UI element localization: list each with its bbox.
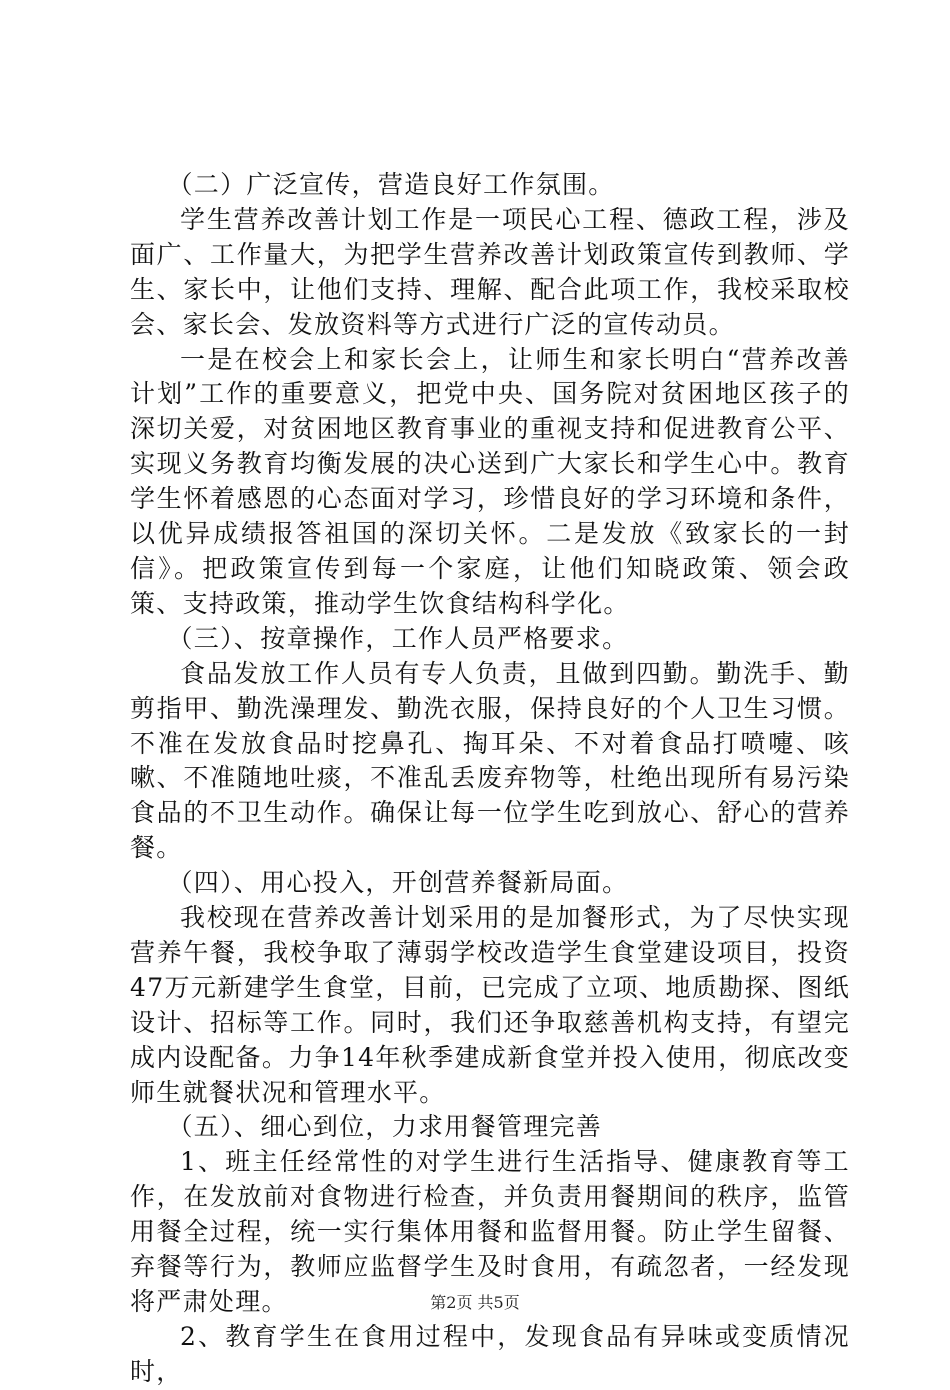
document-body	[130, 168, 850, 1390]
page-number-footer: 第2页 共5页	[430, 1293, 520, 1312]
paragraph-staff-hygiene: 食品发放工作人员有专人负责，且做到四勤。勤洗手、勤剪指甲、勤洗澡理发、勤洗衣服，保持良好的个人卫生习惯。不准在发放食品时挖鼻孔、掏耳朵、不对着食品打喷嚏、咳嗽、不准随地吐痰，不准乱丢废弃物等，杜绝出现所有易污染食品的不卫生动作。确保让每一位学生吃到放心、舒心的营养餐。	[130, 658, 850, 863]
paragraph-food-inspection: 2、教育学生在食用过程中，发现食品有异味或变质情况时，	[130, 1321, 850, 1386]
paragraph-publicity-intro: 学生营养改善计划工作是一项民心工程、德政工程，涉及面广、工作量大，为把学生营养改善计划政策宣传到教师、学生、家长中，让他们支持、理解、配合此项工作，我校采取校会、家长会、发放资料等方式进行广泛的宣传动员。	[130, 204, 850, 339]
section-heading-2: （二）广泛宣传，营造良好工作氛围。	[167, 170, 615, 199]
section-heading-5: （五）、细心到位，力求用餐管理完善	[167, 1112, 603, 1142]
paragraph-publicity-measures: 一是在校会上和家长会上，让师生和家长明白“营养改善计划”工作的重要意义，把党中央、国务院对贫困地区孩子的深切关爱，对贫困地区教育事业的重视支持和促进教育公平、实现义务教育均衡发展的决心送到广大家长和学生心中。教育学生怀着感恩的心态面对学习，珍惜良好的学习环境和条件，以优异成绩报答祖国的深切关怀。二是发放《致家长的一封信》。把政策宣传到每一个家庭，让他们知晓政策、领会政策、支持政策，推动学生饮食结构科学化。	[130, 344, 850, 618]
section-heading-3: （三）、按章操作，工作人员严格要求。	[167, 623, 629, 653]
paragraph-teacher-supervision: 1、班主任经常性的对学生进行生活指导、健康教育等工作，在发放前对食物进行检查，并负责用餐期间的秩序，监管用餐全过程，统一实行集体用餐和监督用餐。防止学生留餐、弃餐等行为，教师应监督学生及时食用，有疏忽者，一经发现将严肃处理。	[130, 1147, 850, 1316]
paragraph-new-canteen: 我校现在营养改善计划采用的是加餐形式，为了尽快实现营养午餐，我校争取了薄弱学校改造学生食堂建设项目，投资47万元新建学生食堂，目前，已完成了立项、地质勘探、图纸设计、招标等工作。同时，我们还争取慈善机构支持，有望完成内设配备。力争14年秋季建成新食堂并投入使用，彻底改变师生就餐状况和管理水平。	[130, 903, 850, 1107]
section-heading-4: （四）、用心投入，开创营养餐新局面。	[167, 868, 629, 898]
